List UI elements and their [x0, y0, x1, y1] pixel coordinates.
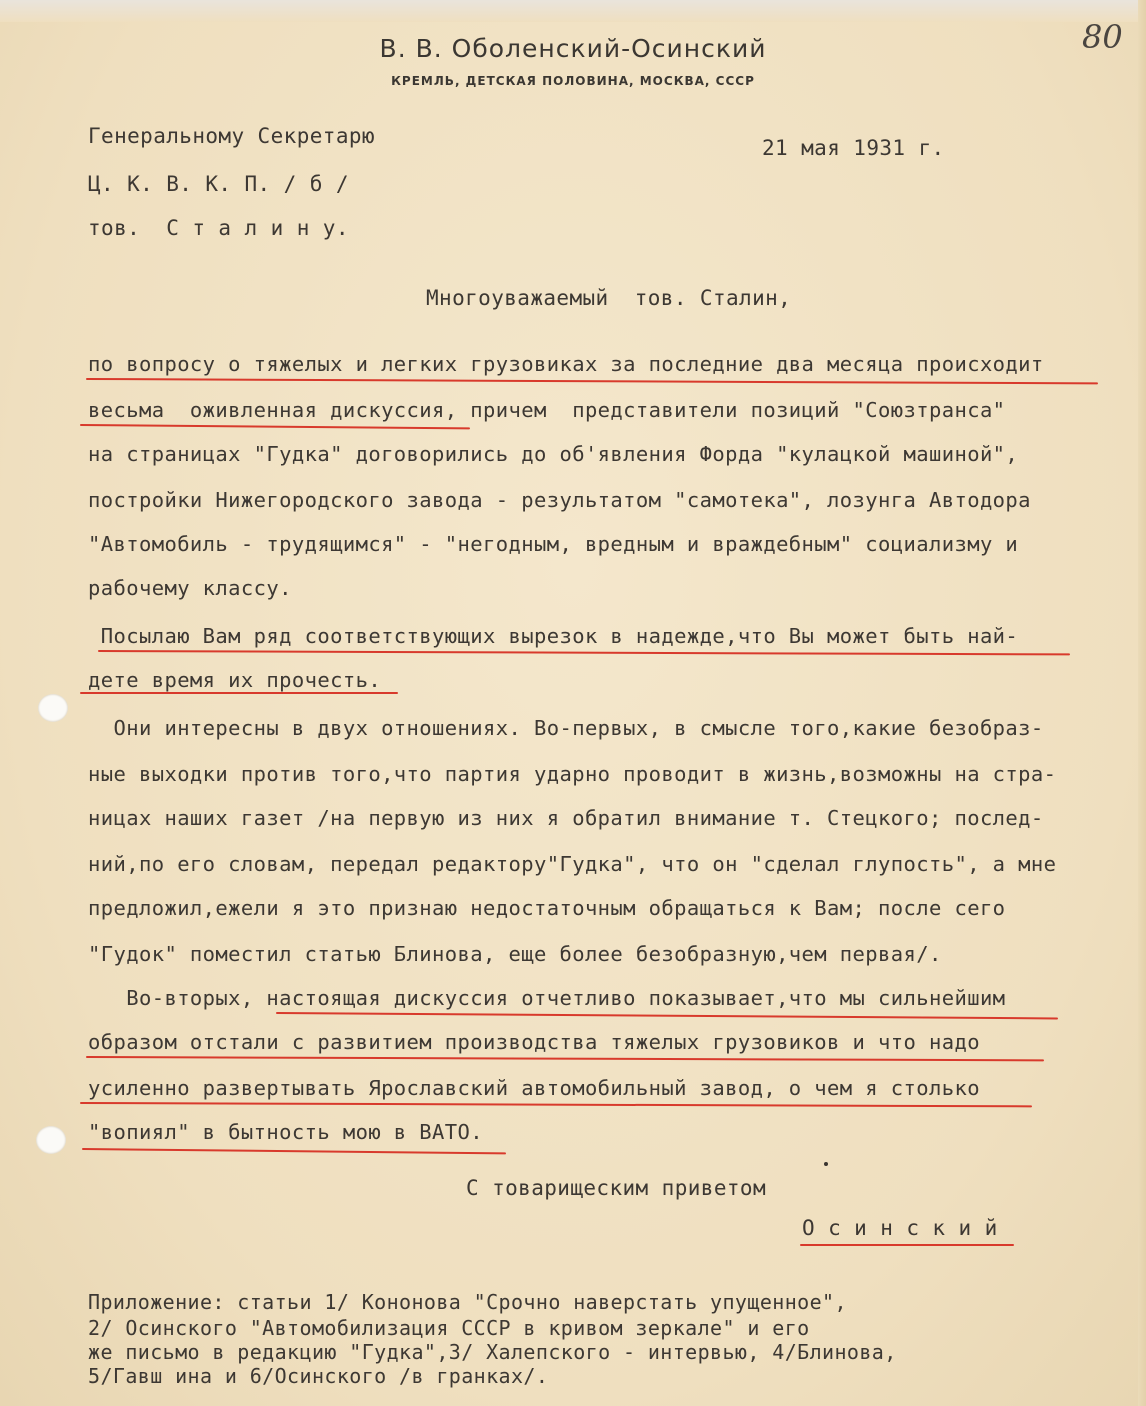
closing: С товарищеским приветом	[466, 1176, 766, 1200]
signature: О с и н с к и й	[802, 1216, 998, 1240]
letter-date: 21 мая 1931 г.	[762, 136, 945, 160]
body-line: "Гудок" поместил статью Блинова, еще более безобразную,чем первая/.	[88, 942, 942, 966]
red-underline	[800, 1244, 1014, 1246]
appendix-line: же письмо в редакцию "Гудка",3/ Халепского - интервью, 4/Блинова,	[88, 1340, 897, 1364]
appendix-line: 2/ Осинского "Автомобилизация СССР в кривом зеркале" и его	[88, 1316, 810, 1340]
body-line: постройки Нижегородского завода - результатом "самотека", лозунга Автодора	[88, 488, 1031, 512]
body-line: Во-вторых, настоящая дискуссия отчетливо показывает,что мы сильнейшим	[88, 986, 1006, 1010]
salutation: Многоуважаемый тов. Сталин,	[426, 286, 792, 310]
addressee-line-1: Генеральному Секретарю	[88, 124, 375, 148]
body-line: Посылаю Вам ряд соответствующих вырезок в надежде,что Вы может быть най-	[88, 624, 1019, 648]
body-line: "вопиял" в бытность мою в ВАТО.	[88, 1120, 484, 1144]
body-line: усиленно развертывать Ярославский автомобильный завод, о чем я столько	[88, 1076, 980, 1100]
addressee-line-2: Ц. К. В. К. П. / б /	[88, 172, 349, 196]
ink-dot	[824, 1162, 828, 1166]
body-line: весьма оживленная дискуссия, причем представители позиций "Союзтранса"	[88, 398, 1006, 422]
page-fold-edge	[1138, 0, 1146, 1406]
letterhead-name: В. В. Оболенский-Осинский	[379, 34, 767, 63]
punch-hole-bottom	[36, 1126, 66, 1154]
body-line: "Автомобиль - трудящимся" - "негодным, вредным и враждебным" социализму и	[88, 532, 1019, 556]
torn-top-edge	[0, 0, 1146, 22]
punch-hole-top	[38, 694, 68, 722]
appendix-line: Приложение: статьи 1/ Кононова "Срочно наверстать упущенное",	[88, 1290, 847, 1314]
body-line: ные выходки против того,что партия ударно проводит в жизнь,возможны на стра-	[88, 762, 1057, 786]
body-line: ницах наших газет /на первую из них я обратил внимание т. Стецкого; послед-	[88, 806, 1044, 830]
body-line: предложил,ежели я это признаю недостаточным обращаться к Вам; после сего	[88, 896, 1006, 920]
addressee-line-3: тов. С т а л и н у.	[88, 216, 349, 240]
body-line: ний,по его словам, передал редактору"Гудка", что он "сделал глупость", а мне	[88, 852, 1057, 876]
body-line: рабочему классу.	[88, 576, 292, 600]
letterhead-address: КРЕМЛЬ, ДЕТСКАЯ ПОЛОВИНА, МОСКВА, СССР	[391, 74, 755, 88]
body-line: образом отстали с развитием производства тяжелых грузовиков и что надо	[88, 1030, 980, 1054]
archive-page-number: 80	[1082, 18, 1123, 56]
body-line: на страницах "Гудка" договорились до об'явления Форда "кулацкой машиной",	[88, 442, 1019, 466]
red-underline	[80, 692, 398, 694]
body-line: по вопросу о тяжелых и легких грузовиках за последние два месяца происходит	[88, 352, 1044, 376]
body-line: дете время их прочесть.	[88, 668, 382, 692]
body-line: Они интересны в двух отношениях. Во-первых, в смысле того,какие безобраз-	[88, 716, 1044, 740]
appendix-line: 5/Гавш ина и 6/Осинского /в гранках/.	[88, 1364, 549, 1388]
